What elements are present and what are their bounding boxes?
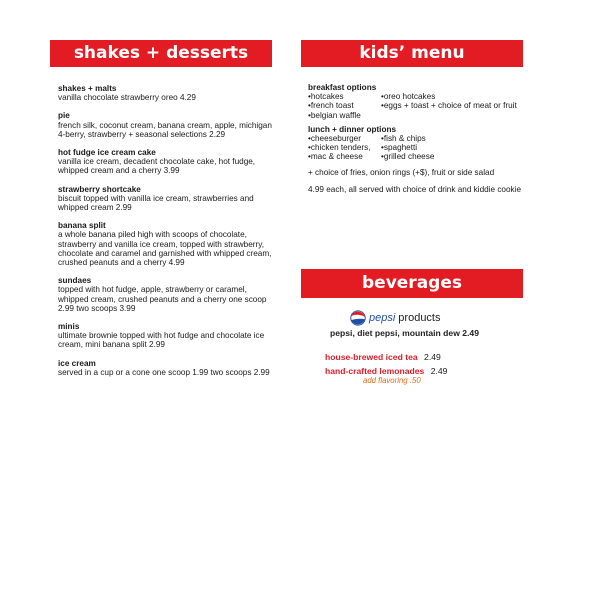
- kids-menu-banner: [301, 40, 523, 67]
- item-name: minis: [58, 322, 80, 332]
- list-item: [58, 185, 274, 213]
- shakes-desserts-title: shakes + desserts: [73, 43, 249, 63]
- item-desc: french silk, coconut cream, banana cream, apple, michigan 4-berry, strawberry + seasonal selections 2.29: [58, 120, 272, 139]
- pepsi-globe-icon: [350, 310, 366, 326]
- item-name: ice cream: [58, 358, 96, 368]
- pepsi-line-text: pepsi, diet pepsi, mountain dew 2.49: [330, 328, 479, 338]
- list-item: [58, 111, 274, 139]
- list-item: •eggs + toast + choice of meat or fruit: [381, 101, 517, 111]
- item-desc: a whole banana piled high with scoops of chocolate, strawberry and vanilla ice cream, topped with strawberry, chocolate and caramel and garnished with whipped cream, crushed peanuts and a cherry 4.99: [58, 230, 272, 268]
- list-item: [58, 322, 274, 350]
- list-item: •hotcakes: [308, 92, 344, 102]
- item-desc: vanilla chocolate strawberry oreo 4.29: [58, 93, 196, 103]
- item-desc: biscuit topped with vanilla ice cream, strawberries and whipped cream 2.99: [58, 193, 254, 213]
- sides-note: + choice of fries, onion rings (+$), fruit or side salad: [308, 167, 495, 177]
- item-desc: topped with hot fudge, apple, strawberry or caramel, whipped cream, crushed peanuts and a cherry one scoop 2.99 two scoops 3.99: [58, 285, 267, 313]
- item-desc: ultimate brownie topped with hot fudge and chocolate ice cream, mini banana split 2.99: [58, 331, 265, 350]
- kids-menu-body: [308, 83, 530, 194]
- item-name: strawberry shortcake: [58, 184, 141, 194]
- list-item: •spaghetti: [381, 143, 418, 153]
- kids-menu-title: kids’ menu: [359, 43, 465, 63]
- pepsi-wordmark: pepsi: [369, 312, 396, 324]
- lemonade-row: [325, 366, 447, 376]
- list-item: •belgian waffle: [308, 110, 361, 120]
- flavoring-note-text: add flavoring .50: [363, 376, 421, 385]
- breakfast-heading: breakfast options: [308, 83, 377, 92]
- list-item: [58, 148, 274, 176]
- iced-tea-row: [325, 352, 441, 362]
- iced-tea-price: 2.49: [424, 352, 441, 362]
- list-item: •chicken tenders,: [308, 143, 371, 153]
- shakes-desserts-banner: [50, 40, 272, 67]
- lemonade-price: 2.49: [430, 366, 448, 376]
- list-item: [58, 221, 274, 267]
- lemonade-label: hand-crafted lemonades: [325, 366, 425, 376]
- products-label: products: [398, 312, 441, 324]
- flavoring-note: [363, 376, 421, 385]
- item-name: banana split: [58, 221, 106, 231]
- beverages-banner: [301, 269, 523, 298]
- item-name: hot fudge ice cream cake: [58, 148, 156, 158]
- lunch-dinner-options: [308, 125, 530, 162]
- list-item: •grilled cheese: [381, 152, 435, 162]
- pepsi-line: [330, 328, 479, 338]
- desserts-list: [58, 84, 274, 386]
- list-item: [58, 276, 274, 313]
- list-item: •fish & chips: [381, 134, 426, 144]
- lunch-dinner-heading: lunch + dinner options: [308, 124, 397, 134]
- item-desc: served in a cup or a cone one scoop 1.99 two scoops 2.99: [58, 367, 270, 377]
- list-item: [58, 84, 274, 102]
- item-desc: vanilla ice cream, decadent chocolate cake, hot fudge, whipped cream and a cherry 3.99: [58, 157, 256, 176]
- list-item: •mac & cheese: [308, 152, 363, 162]
- list-item: •french toast: [308, 101, 354, 111]
- list-item: [58, 359, 274, 377]
- item-name: pie: [58, 111, 70, 121]
- list-item: •oreo hotcakes: [381, 92, 436, 102]
- breakfast-options: [308, 83, 530, 120]
- item-name: shakes + malts: [58, 84, 117, 93]
- iced-tea-label: house-brewed iced tea: [325, 352, 418, 362]
- beverages-title: beverages: [362, 273, 462, 293]
- item-name: sundaes: [58, 276, 92, 286]
- list-item: •cheeseburger: [308, 134, 361, 144]
- price-note: 4.99 each, all served with choice of drink and kiddie cookie: [308, 184, 521, 194]
- pepsi-products-row: [350, 310, 441, 326]
